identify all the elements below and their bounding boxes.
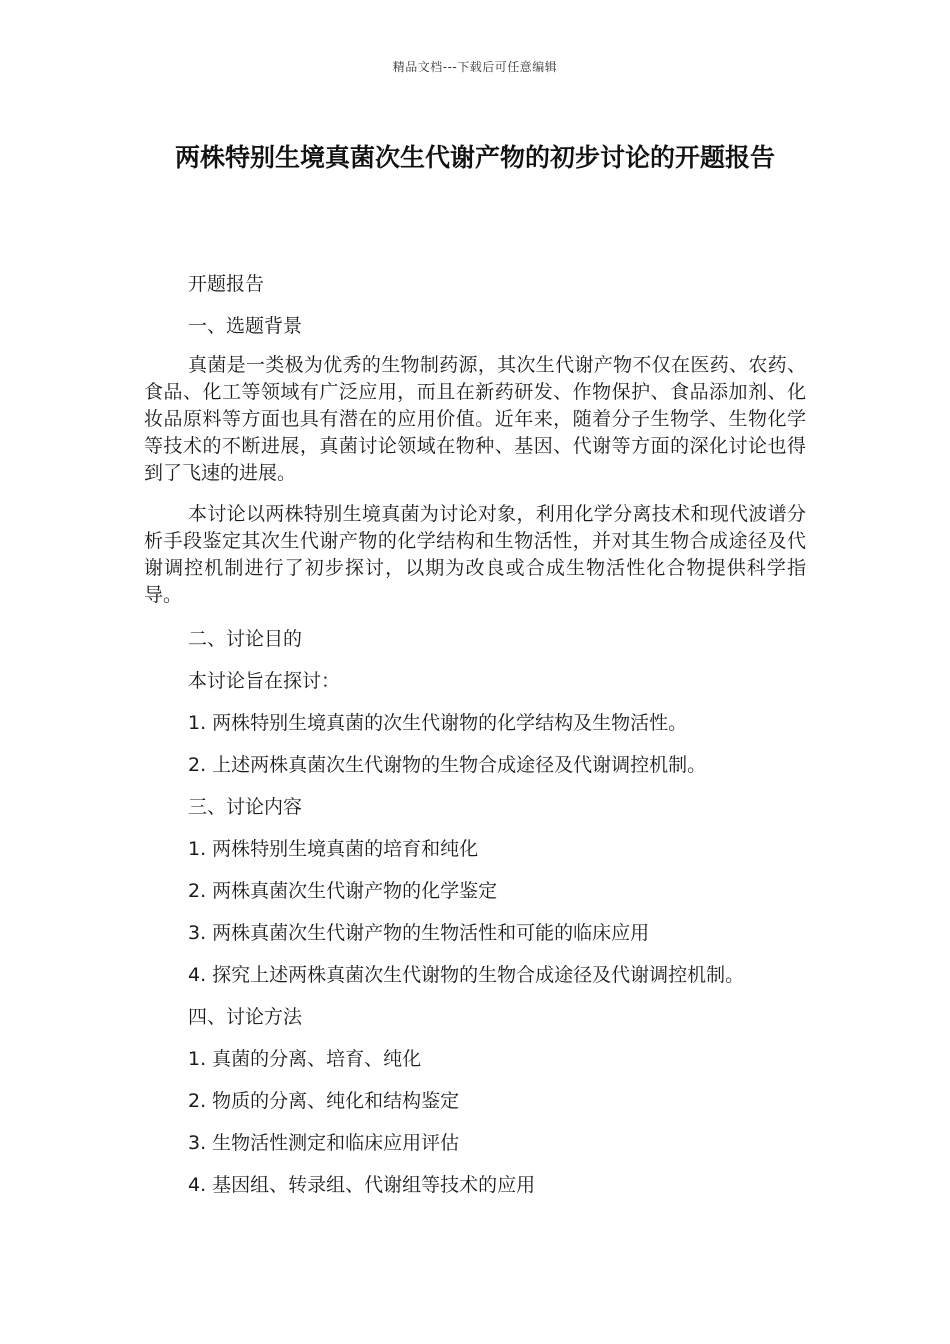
- purpose-item: 2. 上述两株真菌次生代谢物的生物合成途径及代谢调控机制。: [188, 754, 707, 776]
- header-note: 精品文档---下载后可任意编辑: [392, 60, 558, 74]
- report-label: 开题报告: [188, 273, 265, 295]
- document-title: 两株特别生境真菌次生代谢产物的初步讨论的开题报告: [174, 143, 775, 172]
- method-item: 3. 生物活性测定和临床应用评估: [188, 1132, 460, 1154]
- content-item: 2. 两株真菌次生代谢产物的化学鉴定: [188, 880, 498, 902]
- section-heading-method: 四、讨论方法: [188, 1006, 303, 1028]
- method-item: 2. 物质的分离、纯化和结构鉴定: [188, 1090, 460, 1112]
- content-item: 1. 两株特别生境真菌的培育和纯化: [188, 838, 479, 860]
- section-heading-content: 三、讨论内容: [188, 796, 303, 818]
- document-body: [144, 268, 806, 1211]
- section-heading-background: 一、选题背景: [188, 315, 303, 337]
- content-item: 4. 探究上述两株真菌次生代谢物的生物合成途径及代谢调控机制。: [188, 964, 745, 986]
- purpose-item: 1. 两株特别生境真菌的次生代谢物的化学结构及生物活性。: [188, 712, 688, 734]
- section-heading-purpose: 二、讨论目的: [188, 628, 303, 650]
- background-paragraph-2: 本讨论以两株特别生境真菌为讨论对象，利用化学分离技术和现代波谱分析手段鉴定其次生代谢产物的化学结构和生物活性，并对其生物合成途径及代谢调控机制进行了初步探讨，以期为改良或合成生物活性化合物提供科学指导。: [144, 503, 806, 606]
- background-paragraph-1: 真菌是一类极为优秀的生物制药源，其次生代谢产物不仅在医药、农药、食品、化工等领域有广泛应用，而且在新药研发、作物保护、食品添加剂、化妆品原料等方面也具有潜在的应用价值。近年来，随着分子生物学、生物化学等技术的不断进展，真菌讨论领域在物种、基因、代谢等方面的深化讨论也得到了飞速的进展。: [144, 354, 806, 484]
- purpose-intro: 本讨论旨在探讨：: [188, 670, 341, 692]
- content-item: 3. 两株真菌次生代谢产物的生物活性和可能的临床应用: [188, 922, 650, 944]
- method-item: 1. 真菌的分离、培育、纯化: [188, 1048, 422, 1070]
- method-item: 4. 基因组、转录组、代谢组等技术的应用: [188, 1174, 536, 1196]
